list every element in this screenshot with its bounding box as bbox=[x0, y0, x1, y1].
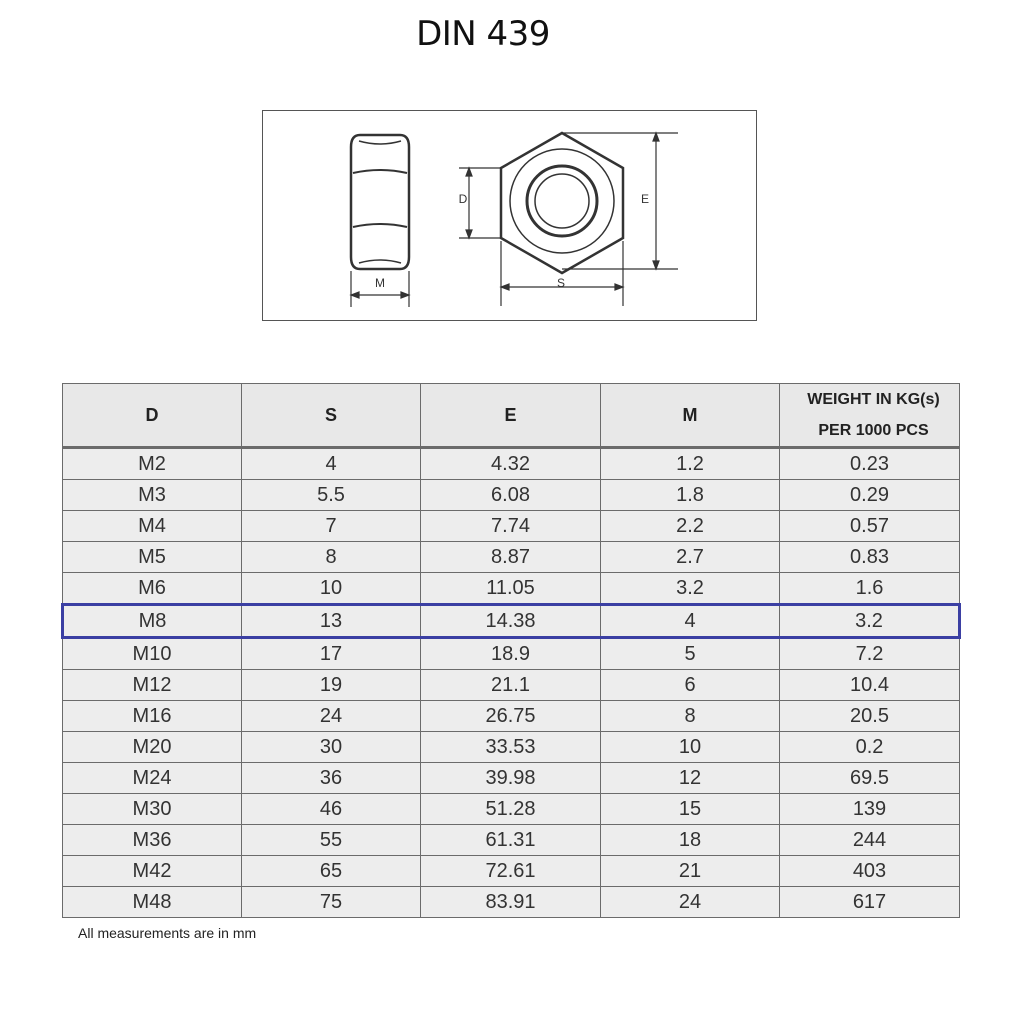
cell-d: M2 bbox=[63, 448, 242, 480]
header-weight bbox=[780, 384, 960, 448]
table-header-row bbox=[63, 384, 960, 448]
dimension-e bbox=[562, 133, 678, 269]
cell-m: 1.8 bbox=[601, 480, 780, 511]
page-title: DIN 439 bbox=[416, 14, 550, 54]
table-row bbox=[63, 605, 960, 638]
cell-s: 13 bbox=[242, 605, 421, 638]
cell-s: 55 bbox=[242, 825, 421, 856]
cell-e: 18.9 bbox=[421, 638, 601, 670]
cell-m: 8 bbox=[601, 701, 780, 732]
cell-e: 83.91 bbox=[421, 887, 601, 918]
hex-nut-technical-drawing bbox=[262, 110, 757, 321]
header-s: S bbox=[242, 384, 421, 448]
header-weight-line1: WEIGHT IN KG(s) bbox=[807, 391, 940, 408]
table-row bbox=[63, 763, 960, 794]
cell-weight: 69.5 bbox=[780, 763, 960, 794]
cell-d: M30 bbox=[63, 794, 242, 825]
cell-d: M16 bbox=[63, 701, 242, 732]
cell-s: 19 bbox=[242, 670, 421, 701]
header-d: D bbox=[63, 384, 242, 448]
cell-d: M36 bbox=[63, 825, 242, 856]
hex-nut-drawing-svg bbox=[263, 111, 756, 320]
table-row bbox=[63, 887, 960, 918]
cell-m: 18 bbox=[601, 825, 780, 856]
label-e: E bbox=[640, 192, 650, 206]
cell-s: 7 bbox=[242, 511, 421, 542]
cell-e: 39.98 bbox=[421, 763, 601, 794]
label-d: D bbox=[458, 192, 468, 206]
cell-s: 46 bbox=[242, 794, 421, 825]
cell-s: 36 bbox=[242, 763, 421, 794]
cell-d: M10 bbox=[63, 638, 242, 670]
cell-s: 24 bbox=[242, 701, 421, 732]
cell-d: M20 bbox=[63, 732, 242, 763]
cell-e: 51.28 bbox=[421, 794, 601, 825]
cell-m: 1.2 bbox=[601, 448, 780, 480]
cell-e: 72.61 bbox=[421, 856, 601, 887]
cell-d: M42 bbox=[63, 856, 242, 887]
cell-weight: 7.2 bbox=[780, 638, 960, 670]
din-439-dimension-table bbox=[61, 383, 961, 918]
cell-d: M8 bbox=[63, 605, 242, 638]
table-row bbox=[63, 701, 960, 732]
cell-weight: 0.23 bbox=[780, 448, 960, 480]
cell-s: 17 bbox=[242, 638, 421, 670]
cell-e: 21.1 bbox=[421, 670, 601, 701]
cell-m: 10 bbox=[601, 732, 780, 763]
table-body bbox=[63, 448, 960, 918]
table-row bbox=[63, 825, 960, 856]
cell-weight: 617 bbox=[780, 887, 960, 918]
cell-m: 4 bbox=[601, 605, 780, 638]
header-e: E bbox=[421, 384, 601, 448]
table-row bbox=[63, 794, 960, 825]
table-row bbox=[63, 573, 960, 605]
cell-e: 14.38 bbox=[421, 605, 601, 638]
table-row bbox=[63, 856, 960, 887]
cell-weight: 3.2 bbox=[780, 605, 960, 638]
cell-d: M12 bbox=[63, 670, 242, 701]
cell-m: 3.2 bbox=[601, 573, 780, 605]
cell-m: 15 bbox=[601, 794, 780, 825]
cell-weight: 20.5 bbox=[780, 701, 960, 732]
cell-e: 7.74 bbox=[421, 511, 601, 542]
cell-e: 11.05 bbox=[421, 573, 601, 605]
cell-s: 65 bbox=[242, 856, 421, 887]
cell-m: 2.2 bbox=[601, 511, 780, 542]
cell-m: 2.7 bbox=[601, 542, 780, 573]
cell-weight: 0.57 bbox=[780, 511, 960, 542]
cell-d: M6 bbox=[63, 573, 242, 605]
cell-d: M48 bbox=[63, 887, 242, 918]
label-s: S bbox=[556, 276, 566, 290]
nut-front-view bbox=[501, 133, 623, 273]
cell-weight: 244 bbox=[780, 825, 960, 856]
cell-weight: 0.83 bbox=[780, 542, 960, 573]
header-weight-line2: PER 1000 PCS bbox=[818, 422, 929, 439]
cell-s: 4 bbox=[242, 448, 421, 480]
cell-s: 30 bbox=[242, 732, 421, 763]
cell-m: 6 bbox=[601, 670, 780, 701]
table-row bbox=[63, 448, 960, 480]
table-row bbox=[63, 732, 960, 763]
cell-d: M3 bbox=[63, 480, 242, 511]
cell-d: M24 bbox=[63, 763, 242, 794]
cell-e: 33.53 bbox=[421, 732, 601, 763]
cell-e: 4.32 bbox=[421, 448, 601, 480]
cell-s: 75 bbox=[242, 887, 421, 918]
cell-e: 6.08 bbox=[421, 480, 601, 511]
cell-e: 61.31 bbox=[421, 825, 601, 856]
cell-weight: 1.6 bbox=[780, 573, 960, 605]
cell-weight: 0.29 bbox=[780, 480, 960, 511]
cell-m: 24 bbox=[601, 887, 780, 918]
header-m: M bbox=[601, 384, 780, 448]
table-row bbox=[63, 511, 960, 542]
cell-s: 8 bbox=[242, 542, 421, 573]
cell-weight: 10.4 bbox=[780, 670, 960, 701]
nut-side-view bbox=[351, 135, 409, 269]
cell-s: 10 bbox=[242, 573, 421, 605]
cell-e: 8.87 bbox=[421, 542, 601, 573]
table-row bbox=[63, 480, 960, 511]
cell-weight: 403 bbox=[780, 856, 960, 887]
cell-weight: 139 bbox=[780, 794, 960, 825]
label-m: M bbox=[375, 276, 385, 290]
cell-m: 21 bbox=[601, 856, 780, 887]
cell-s: 5.5 bbox=[242, 480, 421, 511]
cell-d: M4 bbox=[63, 511, 242, 542]
cell-weight: 0.2 bbox=[780, 732, 960, 763]
cell-d: M5 bbox=[63, 542, 242, 573]
cell-e: 26.75 bbox=[421, 701, 601, 732]
cell-m: 5 bbox=[601, 638, 780, 670]
cell-m: 12 bbox=[601, 763, 780, 794]
measurement-footnote: All measurements are in mm bbox=[78, 925, 257, 941]
table-row bbox=[63, 542, 960, 573]
table-row bbox=[63, 638, 960, 670]
table-row bbox=[63, 670, 960, 701]
